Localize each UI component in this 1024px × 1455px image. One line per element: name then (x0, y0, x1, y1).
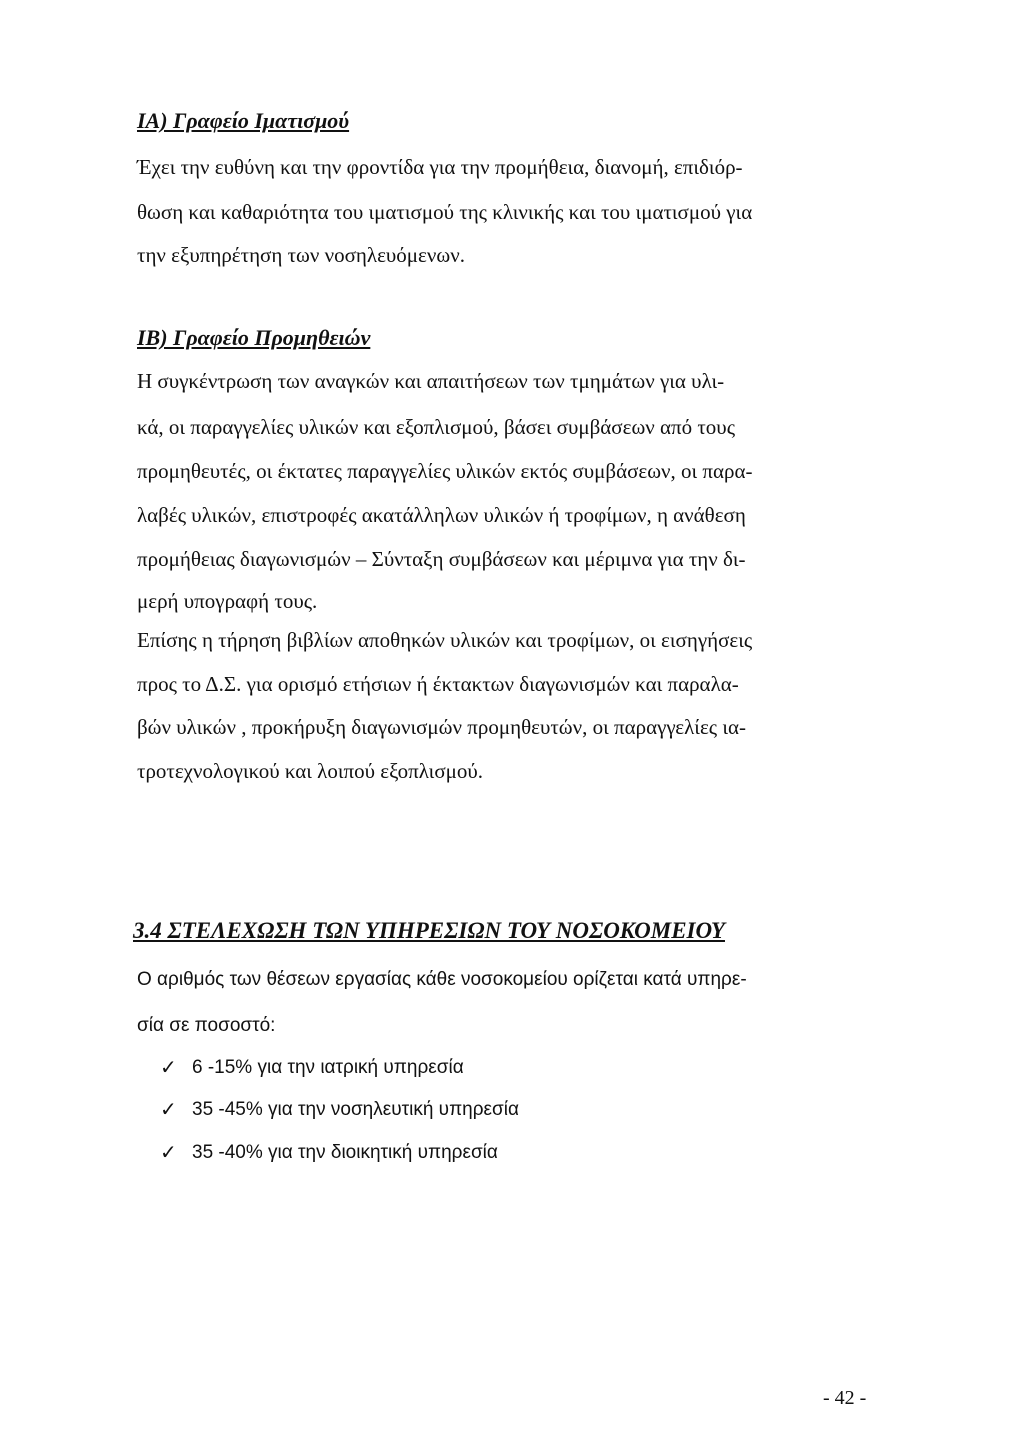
page-number: - 42 - (823, 1387, 867, 1409)
section-ib-line: προμηθευτές, οι έκτατες παραγγελίες υλικών εκτός συμβάσεων, οι παρα- (137, 459, 753, 483)
checkmark-icon: ✓ (160, 1142, 177, 1164)
section-ib-line: Επίσης η τήρηση βιβλίων αποθηκών υλικών και τροφίμων, οι εισηγήσεις (137, 628, 753, 652)
section-ib-line: κά, οι παραγγελίες υλικών και εξοπλισμού, βάσει συμβάσεων από τους (137, 415, 736, 439)
section-ib-line: λαβές υλικών, επιστροφές ακατάλληλων υλικών ή τροφίμων, η ανάθεση (137, 503, 746, 527)
list-item (160, 1097, 519, 1122)
section-ia-title: ΙΑ) Γραφείο Ιματισμού (137, 108, 350, 133)
section-3-4-heading: 3.4 ΣΤΕΛΕΧΩΣΗ ΤΩΝ ΥΠΗΡΕΣΙΩΝ ΤΟΥ ΝΟΣΟΚΟΜΕΙΟΥ (133, 918, 725, 943)
section-ia-line: Έχει την ευθύνη και την φροντίδα για την προμήθεια, διανομή, επιδιόρ- (137, 155, 743, 179)
checkmark-icon: ✓ (160, 1057, 177, 1079)
section-ia-line: την εξυπηρέτηση των νοσηλευόμενων. (137, 243, 465, 267)
section-ib-line: τροτεχνολογικού και λοιπού εξοπλισμού. (137, 759, 484, 783)
checkmark-icon: ✓ (160, 1099, 177, 1121)
section-ib-line: προς το Δ.Σ. για ορισμό ετήσιων ή έκτακτων διαγωνισμών και παραλα- (137, 672, 739, 696)
list-item (160, 1140, 498, 1165)
section-ib-title: ΙΒ) Γραφείο Προμηθειών (137, 325, 371, 350)
section-ib-line: Η συγκέντρωση των αναγκών και απαιτήσεων των τμημάτων για υλι- (137, 369, 725, 393)
list-item-text: 35 -45% για την νοσηλευτική υπηρεσία (192, 1098, 519, 1120)
section-ib-line: βών υλικών , προκήρυξη διαγωνισμών προμηθευτών, οι παραγγελίες ια- (137, 715, 746, 739)
list-item (160, 1055, 464, 1080)
section-3-4-line: σία σε ποσοστό: (137, 1015, 276, 1036)
section-ib-line: προμήθειας διαγωνισμών – Σύνταξη συμβάσεων και μέριμνα για την δι- (137, 547, 746, 571)
section-3-4-line: Ο αριθμός των θέσεων εργασίας κάθε νοσοκομείου ορίζεται κατά υπηρε- (137, 969, 747, 990)
section-ia-line: θωση και καθαριότητα του ιματισμού της κλινικής και του ιματισμού για (137, 200, 753, 224)
list-item-text: 35 -40% για την διοικητική υπηρεσία (192, 1141, 498, 1163)
section-ib-line: μερή υπογραφή τους. (137, 589, 318, 613)
list-item-text: 6 -15% για την ιατρική υπηρεσία (192, 1056, 464, 1078)
